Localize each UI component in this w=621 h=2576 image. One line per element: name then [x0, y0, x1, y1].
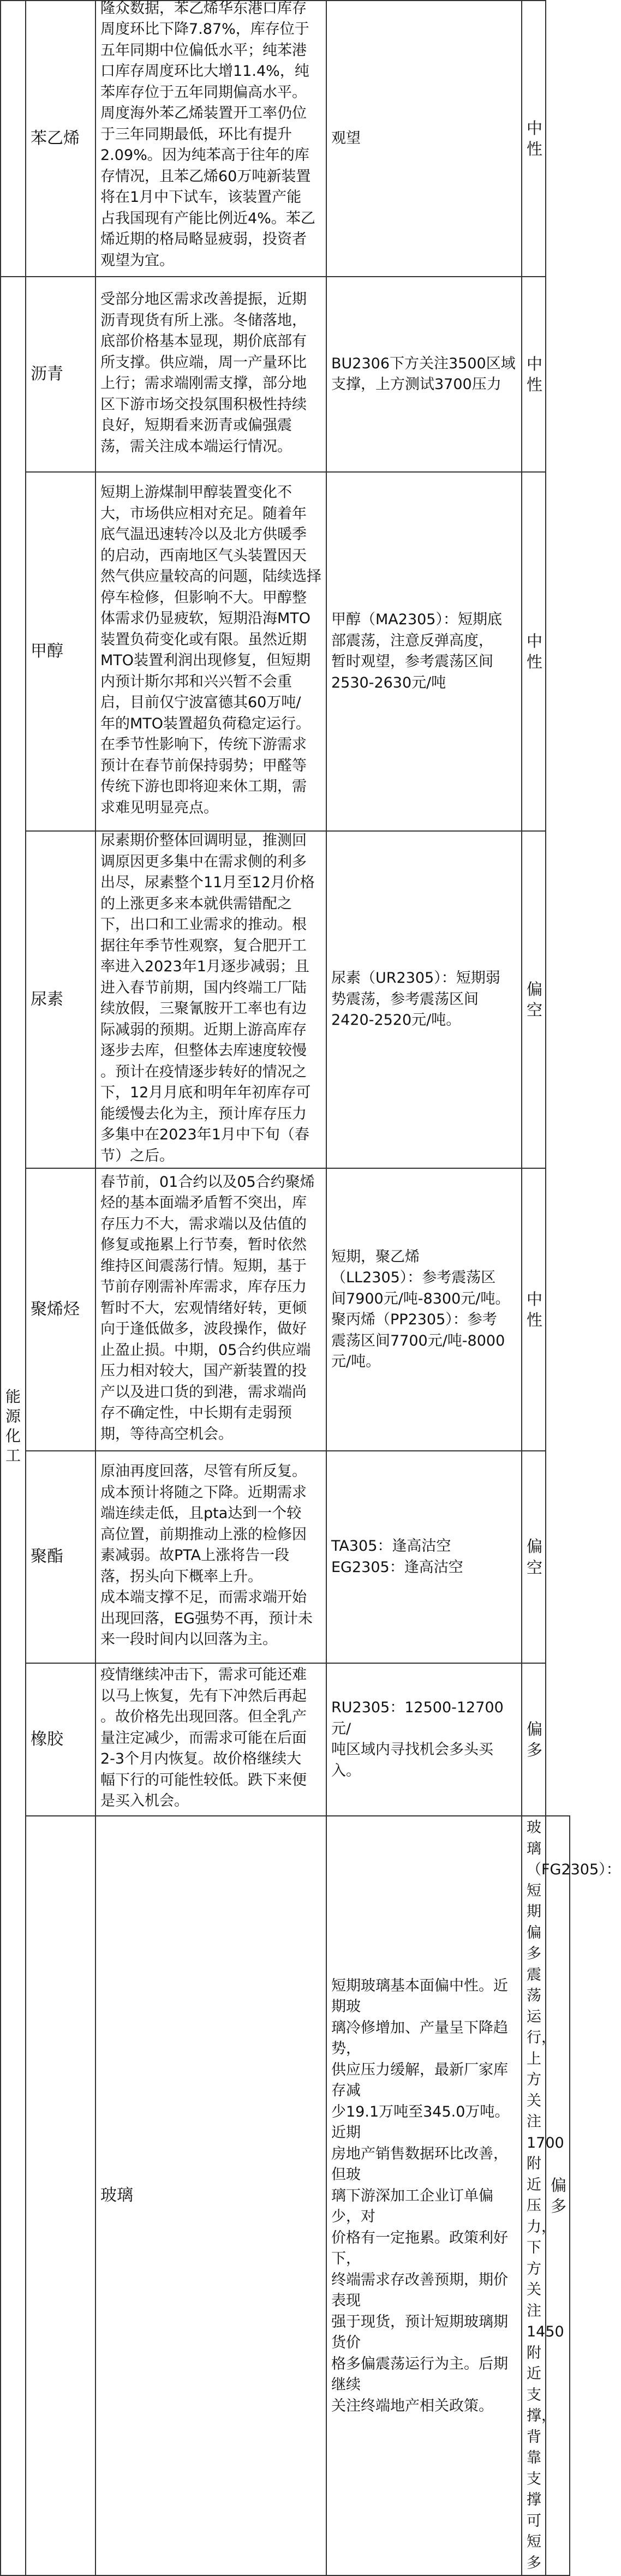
- strategy-text: RU2305：12500-12700元/ 吨区域内寻找机会多头买 入。: [331, 1699, 504, 1779]
- analysis-cell: [326, 1816, 522, 2575]
- analysis-text: 尿素期价整体回调明显，推测回 调原因更多集中在需求侧的利多 出尽，尿素整个11月至12月价格 的上涨更多来本就供需错配之 下，出口和工业需求的推动。根 据往年季节性观察，复合肥开工 率进入2023年1月逐步减弱；且 进入春节前期，国内终端工厂陆 续放假，三聚氰胺开工率也有边 际减弱的预期。近期上游高库存 逐步去库，但整体去库速度较慢 。预计在疫情逐步转好的情况之 下，12月月底和明年年初库存可 能缓慢去化为主，预计库存压力 多集中在2023年1月中下旬（春 节）之后。: [100, 832, 315, 1164]
- view-cell: 中性: [522, 277, 546, 472]
- product-cell: 甲醇: [26, 472, 95, 831]
- analysis-text: 隆众数据，苯乙烯华东港口库存 周度环比下降7.87%，库存位于 五年同期中位偏低水平；纯苯港 口库存周度环比大增11.4%，纯 苯库存位于五年同期偏高水平。 周度海外苯乙烯装置开工率仍位 于三年同期最低，环比有提升 2.09%。因为纯苯高于往年的库 存情况，且苯乙烯60万吨新装置 将在1月中下试车，该装置产能 占我国现有产能比例近4%。苯乙 烯近期的格局略显疲弱，投资者 观望为宜。: [100, 0, 315, 269]
- sector-cell-top: [1, 1, 26, 277]
- view-cell: 偏多: [546, 1816, 570, 2575]
- table-row: [1, 277, 570, 472]
- table-row: [1, 1, 570, 277]
- analysis-cell: [95, 1663, 326, 1816]
- table-row: [1, 1168, 570, 1451]
- view-cell: 偏多: [522, 1663, 546, 1816]
- table-row: [1, 1663, 570, 1816]
- table-row: [1, 472, 570, 831]
- product-cell: 沥青: [26, 277, 95, 472]
- strategy-cell: [326, 1, 522, 277]
- product-cell: 聚烯烃: [26, 1168, 95, 1451]
- strategy-text: 玻璃（FG2305）：短期偏 多震荡运行，上方关注 1700附近压力，下方关注 1450附近支撑，背靠支撑 可短多: [527, 1819, 621, 2572]
- strategy-text: 短期，聚乙烯 （LL2305）：参考震荡区 间7900元/吨-8300元/吨。 聚丙烯（PP2305）：参考 震荡区间7700元/吨-8000 元/吨。: [331, 1248, 510, 1370]
- analysis-cell: [95, 1451, 326, 1663]
- table-row: [1, 1816, 570, 2575]
- product-cell: 尿素: [26, 831, 95, 1168]
- strategy-cell: [522, 1816, 621, 2575]
- analysis-text: 春节前，01合约以及05合约聚烯 烃的基本面端矛盾暂不突出，库 存压力不大，需求端以及估值的 修复或拖累上行节奏，暂时依然 维持区间震荡行情。短期，基于 节前存刚需补库需求，库存压力 暂时不大，宏观情绪好转，更倾 向于逢低做多，波段操作，做好 止盈止损。中期，05合约供应端 压力相对较大，国产新装置的投 产以及进口货的到港，需求端尚 存不确定性，中长期有走弱预 期，等待高空机会。: [100, 1173, 315, 1443]
- analysis-cell: [95, 277, 326, 472]
- strategy-cell: [326, 1663, 522, 1816]
- analysis-text: 短期玻璃基本面偏中性。近期玻 璃冷修增加、产量呈下降趋势， 供应压力缓解，最新厂家库存减 少19.1万吨至345.0万吨。近期 房地产销售数据环比改善，但玻 璃下游深加工企业订单偏少，对 价格有一定拖累。政策利好下， 终端需求存改善预期，期价表现 强于现货，预计短期玻璃期货价 格多偏震荡运行为主。后期继续 关注终端地产相关政策。: [331, 1977, 510, 2414]
- analysis-text: 受部分地区需求改善提振，近期 沥青现货有所上涨。冬储落地， 底部价格基本显现，期价底部有 所支撑。供应端，周一产量环比 上行；需求端刚需支撑，部分地 区下游市场交投氛围积极性持续 良好，短期看来沥青或偏强震 荡，需关注成本端运行情况。: [100, 291, 307, 455]
- analysis-cell: [95, 831, 326, 1168]
- product-cell: 聚酯: [26, 1451, 95, 1663]
- analysis-cell: [95, 1168, 326, 1451]
- strategy-cell: [326, 472, 522, 831]
- view-cell: 中性: [522, 1168, 546, 1451]
- strategy-text: TA305：逢高沽空 EG2305：逢高沽空: [331, 1538, 463, 1576]
- analysis-text: 疫情继续冲击下，需求可能还难 以马上恢复，先有下冲然后再起 。故价格先出现回落。但全乳产 量注定减少，而需求可能在后面 2-3个月内恢复。故价格继续大 幅下行的可能性较低。跌下来便 是买入机会。: [100, 1666, 307, 1810]
- strategy-text: 甲醇（MA2305）：短期底 部震荡，注意反弹高度， 暂时观望，参考震荡区间 2530-2630元/吨: [331, 611, 502, 691]
- analysis-text: 短期上游煤制甲醇装置变化不 大，市场供应相对充足。随着年 底气温迅速转冷以及北方供暖季 的启动，西南地区气头装置因天 然气供应量较高的问题，陆续选择 停车检修，但影响不大。甲醇整 体需求仍显疲软，短期沿海MTO 装置负荷变化或有限。虽然近期 MTO装置利润出现修复，但短期 内预计斯尔邦和兴兴暂不会重 启，目前仅宁波富德其60万吨/ 年的MTO装置超负荷稳定运行。 在季节性影响下，传统下游需求 预计在春节前保持弱势；甲醛等 传统下游也即将迎来休工期，需 求难见明显亮点。: [100, 484, 321, 816]
- product-cell: 橡胶: [26, 1663, 95, 1816]
- view-cell: 中性: [522, 1, 546, 277]
- sector-cell: 能源化工: [1, 277, 26, 2575]
- table-row: [1, 1451, 570, 1663]
- product-cell: 苯乙烯: [26, 1, 95, 277]
- table-row: [1, 831, 570, 1168]
- analysis-cell: [95, 1, 326, 277]
- view-cell: 偏空: [522, 1451, 546, 1663]
- analysis-cell: [95, 472, 326, 831]
- sector-cell-bottom: [26, 1816, 95, 2575]
- strategy-cell: [326, 1168, 522, 1451]
- strategy-text: 尿素（UR2305）：短期弱 势震荡，参考震荡区间 2420-2520元/吨。: [331, 970, 500, 1029]
- analysis-text: 原油再度回落，尽管有所反复。 成本预计将随之下降。近期需求 端连续走低，且pta达到一个较 高位置，前期推动上涨的检修因 素减弱。故PTA上涨将告一段 落，拐头向下概率上升。 成本端支撑不足，而需求端开始 出现回落，EG强势不再，预计未 来一段时间内以回落为主。: [100, 1463, 313, 1648]
- strategy-cell: [326, 277, 522, 472]
- strategy-cell: [326, 831, 522, 1168]
- view-cell: 偏空: [522, 831, 546, 1168]
- view-cell: 中性: [522, 472, 546, 831]
- product-cell: 玻璃: [95, 1816, 326, 2575]
- strategy-cell: [326, 1451, 522, 1663]
- strategy-text: 观望: [331, 129, 361, 147]
- strategy-text: BU2306下方关注3500区域 支撑，上方测试3700压力: [331, 355, 516, 393]
